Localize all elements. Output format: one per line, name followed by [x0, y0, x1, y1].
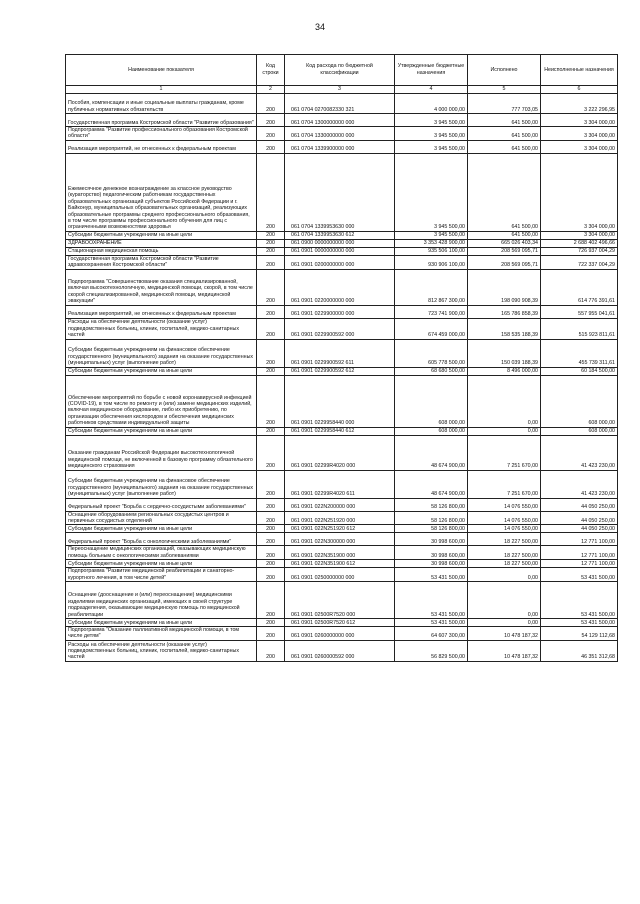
row-approved: 723 741 900,00 — [395, 305, 468, 318]
row-unexecuted: 614 776 391,61 — [541, 269, 618, 305]
row-executed: 208 569 095,71 — [468, 255, 541, 269]
row-executed: 158 535 188,39 — [468, 318, 541, 339]
row-executed: 198 090 908,39 — [468, 269, 541, 305]
row-unexecuted: 41 423 230,00 — [541, 435, 618, 470]
row-executed: 0,00 — [468, 375, 541, 427]
row-line-code: 200 — [257, 239, 285, 247]
header-unexecuted: Неисполненные назначения — [541, 55, 618, 86]
header-executed: Исполнено — [468, 55, 541, 86]
row-unexecuted: 53 431 500,00 — [541, 582, 618, 619]
row-approved: 3 945 500,00 — [395, 153, 468, 231]
row-unexecuted: 3 222 296,95 — [541, 94, 618, 114]
row-executed: 7 251 670,00 — [468, 435, 541, 470]
row-budget-code: 061 0901 0200000000 000 — [285, 255, 395, 269]
page-number: 34 — [314, 22, 325, 32]
row-unexecuted: 53 431 500,00 — [541, 619, 618, 627]
row-executed: 10 478 187,32 — [468, 627, 541, 641]
row-name: Пособия, компенсации и иные социальные выплаты гражданам, кроме публичных нормативных обязательств — [66, 94, 257, 114]
table-row — [66, 525, 618, 533]
row-executed: 18 227 500,00 — [468, 533, 541, 546]
row-approved: 3 945 500,00 — [395, 114, 468, 127]
row-name: Субсидии бюджетным учреждениям на иные цели — [66, 367, 257, 375]
row-budget-code: 061 0704 1339900000 000 — [285, 140, 395, 153]
row-line-code: 200 — [257, 546, 285, 560]
row-name: Федеральный проект "Борьба с сердечно-сосудистыми заболеваниями" — [66, 498, 257, 511]
row-executed: 150 039 188,39 — [468, 339, 541, 367]
row-name: Субсидии бюджетным учреждениям на финансовое обеспечение государственного (муниципального) задания на оказание государственных (муниципальных) услуг (выполнение работ) — [66, 470, 257, 498]
row-unexecuted: 2 688 402 496,66 — [541, 239, 618, 247]
row-line-code: 200 — [257, 255, 285, 269]
header-approved: Утвержденные бюджетные назначения — [395, 55, 468, 86]
table-row — [66, 367, 618, 375]
row-approved: 3 945 500,00 — [395, 127, 468, 141]
table-body — [66, 94, 618, 662]
row-approved: 68 680 500,00 — [395, 367, 468, 375]
row-budget-code: 061 0901 0250000000 000 — [285, 568, 395, 582]
table-row — [66, 427, 618, 435]
row-line-code: 200 — [257, 619, 285, 627]
row-name: Оснащение оборудованием региональных сосудистых центров и первичных сосудистых отделений — [66, 511, 257, 525]
row-line-code: 200 — [257, 375, 285, 427]
row-unexecuted: 44 050 250,00 — [541, 498, 618, 511]
table-row — [66, 619, 618, 627]
row-name: Субсидии бюджетным учреждениям на иные цели — [66, 231, 257, 239]
table-row — [66, 582, 618, 619]
row-name: Расходы на обеспечение деятельности (оказание услуг) подведомственных больниц, клиник, госпиталей, медико-санитарных частей — [66, 318, 257, 339]
row-unexecuted: 515 923 811,61 — [541, 318, 618, 339]
row-unexecuted: 41 423 230,00 — [541, 470, 618, 498]
row-name: Государственная программа Костромской области "Развитие здравоохранения Костромской области" — [66, 255, 257, 269]
row-approved: 930 906 100,00 — [395, 255, 468, 269]
row-approved: 48 674 900,00 — [395, 435, 468, 470]
row-line-code: 200 — [257, 114, 285, 127]
row-approved: 3 945 500,00 — [395, 140, 468, 153]
row-unexecuted: 608 000,00 — [541, 427, 618, 435]
table-row — [66, 640, 618, 661]
row-approved: 674 459 000,00 — [395, 318, 468, 339]
row-unexecuted: 3 304 000,00 — [541, 127, 618, 141]
row-name: Реализация мероприятий, не отнесенных к федеральным проектам — [66, 305, 257, 318]
row-approved: 58 126 800,00 — [395, 525, 468, 533]
row-budget-code: 061 0901 0000000000 000 — [285, 247, 395, 255]
table-row — [66, 627, 618, 641]
row-name: Оказание гражданам Российской Федерации высокотехнологичной медицинской помощи, не включенной в базовую программу обязательного медицинского страхования — [66, 435, 257, 470]
row-budget-code: 061 0901 02500R7520 612 — [285, 619, 395, 627]
table-row — [66, 470, 618, 498]
row-unexecuted: 60 184 500,00 — [541, 367, 618, 375]
row-approved: 30 998 600,00 — [395, 560, 468, 568]
row-unexecuted: 53 431 500,00 — [541, 568, 618, 582]
row-executed: 7 251 670,00 — [468, 470, 541, 498]
row-name: Субсидии бюджетным учреждениям на иные цели — [66, 560, 257, 568]
row-executed: 641 500,00 — [468, 127, 541, 141]
row-approved: 608 000,00 — [395, 427, 468, 435]
row-budget-code: 061 0704 1300000000 000 — [285, 114, 395, 127]
table-row — [66, 127, 618, 141]
row-budget-code: 061 0901 0229900592 611 — [285, 339, 395, 367]
row-unexecuted: 44 050 250,00 — [541, 511, 618, 525]
table-row — [66, 305, 618, 318]
row-budget-code: 061 0901 0229900592 612 — [285, 367, 395, 375]
table-row — [66, 153, 618, 231]
table-row — [66, 546, 618, 560]
row-line-code: 200 — [257, 533, 285, 546]
column-number: 6 — [541, 86, 618, 94]
table-row — [66, 114, 618, 127]
row-executed: 8 496 000,00 — [468, 367, 541, 375]
row-budget-code: 061 0901 02500R7520 000 — [285, 582, 395, 619]
row-name: ЗДРАВООХРАНЕНИЕ — [66, 239, 257, 247]
row-budget-code: 061 0901 0229958440 000 — [285, 375, 395, 427]
row-approved: 4 000 000,00 — [395, 94, 468, 114]
row-executed: 165 786 858,39 — [468, 305, 541, 318]
row-unexecuted: 3 304 000,00 — [541, 231, 618, 239]
row-executed: 0,00 — [468, 427, 541, 435]
row-unexecuted: 12 771 100,00 — [541, 546, 618, 560]
row-name: Субсидии бюджетным учреждениям на иные цели — [66, 525, 257, 533]
row-line-code: 200 — [257, 627, 285, 641]
table-row — [66, 94, 618, 114]
row-budget-code: 061 0901 0229900000 000 — [285, 305, 395, 318]
row-approved: 605 778 500,00 — [395, 339, 468, 367]
row-unexecuted: 54 129 112,68 — [541, 627, 618, 641]
column-number: 2 — [257, 86, 285, 94]
row-approved: 53 431 500,00 — [395, 568, 468, 582]
row-line-code: 200 — [257, 318, 285, 339]
row-executed: 0,00 — [468, 568, 541, 582]
row-name: Ежемесячное денежное вознаграждение за классное руководство (кураторство) педагогическим работникам государственных образовательных организаций субъектов Российской Федерации и г. Байконур, муниципальных образовательных организаций, реализующих образовательные программы среднего профессионального образования, в том числе программы профессионального обучения для лиц с ограниченными возможностями здоровья — [66, 153, 257, 231]
table-header-row — [66, 55, 618, 86]
table-row — [66, 231, 618, 239]
column-number: 3 — [285, 86, 395, 94]
row-unexecuted: 608 000,00 — [541, 375, 618, 427]
row-executed: 0,00 — [468, 619, 541, 627]
table-row — [66, 339, 618, 367]
row-executed: 777 703,05 — [468, 94, 541, 114]
row-executed: 18 227 500,00 — [468, 560, 541, 568]
row-name: Подпрограмма "Оказание паллиативной медицинской помощи, в том числе детям" — [66, 627, 257, 641]
row-approved: 935 506 100,00 — [395, 247, 468, 255]
row-line-code: 200 — [257, 269, 285, 305]
row-approved: 58 126 800,00 — [395, 511, 468, 525]
table-row — [66, 435, 618, 470]
row-budget-code: 061 0901 0260000592 000 — [285, 640, 395, 661]
row-unexecuted: 722 337 004,29 — [541, 255, 618, 269]
row-approved: 64 607 300,00 — [395, 627, 468, 641]
table-row — [66, 511, 618, 525]
row-executed: 18 227 500,00 — [468, 546, 541, 560]
table-row — [66, 239, 618, 247]
table-row — [66, 533, 618, 546]
row-line-code: 200 — [257, 498, 285, 511]
row-executed: 665 026 403,34 — [468, 239, 541, 247]
row-approved: 608 000,00 — [395, 375, 468, 427]
row-unexecuted: 3 304 000,00 — [541, 114, 618, 127]
row-approved: 812 867 300,00 — [395, 269, 468, 305]
budget-table — [65, 54, 618, 662]
row-budget-code: 061 0901 022N351900 000 — [285, 546, 395, 560]
row-approved: 58 126 800,00 — [395, 498, 468, 511]
header-budget-code: Код расхода по бюджетной классификации — [285, 55, 395, 86]
row-line-code: 200 — [257, 367, 285, 375]
table-row — [66, 269, 618, 305]
header-line-code: Код строки — [257, 55, 285, 86]
row-line-code: 200 — [257, 511, 285, 525]
table-row — [66, 318, 618, 339]
row-line-code: 200 — [257, 640, 285, 661]
row-unexecuted: 44 050 250,00 — [541, 525, 618, 533]
row-approved: 3 353 428 900,00 — [395, 239, 468, 247]
row-executed: 641 500,00 — [468, 231, 541, 239]
row-executed: 641 500,00 — [468, 153, 541, 231]
row-unexecuted: 455 739 311,61 — [541, 339, 618, 367]
row-budget-code: 061 0901 022N351900 612 — [285, 560, 395, 568]
row-unexecuted: 12 771 100,00 — [541, 533, 618, 546]
row-name: Государственная программа Костромской области "Развитие образования" — [66, 114, 257, 127]
row-approved: 3 945 500,00 — [395, 231, 468, 239]
row-line-code: 200 — [257, 247, 285, 255]
row-budget-code: 061 0901 022N200000 000 — [285, 498, 395, 511]
row-line-code: 200 — [257, 568, 285, 582]
row-executed: 0,00 — [468, 582, 541, 619]
row-budget-code: 061 0901 022N251920 612 — [285, 525, 395, 533]
column-number: 4 — [395, 86, 468, 94]
row-line-code: 200 — [257, 153, 285, 231]
row-approved: 48 674 900,00 — [395, 470, 468, 498]
row-budget-code: 061 0901 0260000000 000 — [285, 627, 395, 641]
table-row — [66, 498, 618, 511]
row-executed: 208 569 095,71 — [468, 247, 541, 255]
row-budget-code: 061 0704 1330000000 000 — [285, 127, 395, 141]
row-budget-code: 061 0901 02299R4020 000 — [285, 435, 395, 470]
row-approved: 53 431 500,00 — [395, 582, 468, 619]
row-unexecuted: 3 304 000,00 — [541, 153, 618, 231]
row-budget-code: 061 0901 0229958440 612 — [285, 427, 395, 435]
table-row — [66, 255, 618, 269]
table-row — [66, 375, 618, 427]
table-row — [66, 247, 618, 255]
row-budget-code: 061 0704 1339953630 612 — [285, 231, 395, 239]
column-number-row — [66, 86, 618, 94]
column-number: 1 — [66, 86, 257, 94]
row-executed: 14 076 550,00 — [468, 511, 541, 525]
row-name: Подпрограмма "Развитие медицинской реабилитации и санаторно-курортного лечения, в том числе детей" — [66, 568, 257, 582]
row-name: Расходы на обеспечение деятельности (оказание услуг) подведомственных больниц, клиник, госпиталей, медико-санитарных частей — [66, 640, 257, 661]
row-name: Федеральный проект "Борьба с онкологическими заболеваниями" — [66, 533, 257, 546]
row-name: Оснащение (дооснащение и (или) переоснащение) медицинскими изделиями медицинских организаций, имеющих в своей структуре подразделения, оказывающие медицинскую помощь по медицинской реабилитации — [66, 582, 257, 619]
row-name: Субсидии бюджетным учреждениям на иные цели — [66, 619, 257, 627]
row-line-code: 200 — [257, 231, 285, 239]
row-budget-code: 061 0901 0220000000 000 — [285, 269, 395, 305]
row-budget-code: 061 0901 022N251920 000 — [285, 511, 395, 525]
row-line-code: 200 — [257, 339, 285, 367]
column-number: 5 — [468, 86, 541, 94]
row-line-code: 200 — [257, 525, 285, 533]
row-unexecuted: 3 304 000,00 — [541, 140, 618, 153]
row-line-code: 200 — [257, 427, 285, 435]
row-name: Субсидии бюджетным учреждениям на иные цели — [66, 427, 257, 435]
table-row — [66, 140, 618, 153]
header-name: Наименование показателя — [66, 55, 257, 86]
row-executed: 14 076 550,00 — [468, 498, 541, 511]
row-budget-code: 061 0900 0000000000 000 — [285, 239, 395, 247]
row-budget-code: 061 0704 0270082330 321 — [285, 94, 395, 114]
row-name: Подпрограмма "Развитие профессионального образования Костромской области" — [66, 127, 257, 141]
row-line-code: 200 — [257, 560, 285, 568]
row-approved: 53 431 500,00 — [395, 619, 468, 627]
table-row — [66, 568, 618, 582]
row-name: Субсидии бюджетным учреждениям на финансовое обеспечение государственного (муниципального) задания на оказание государственных (муниципальных) услуг (выполнение работ) — [66, 339, 257, 367]
row-budget-code: 061 0901 022N300000 000 — [285, 533, 395, 546]
row-line-code: 200 — [257, 435, 285, 470]
row-name: Подпрограмма "Совершенствование оказания специализированной, включая высокотехнологичную, медицинской помощи, скорой, в том числе скорой специализированной, медицинской помощи, медицинской эвакуации" — [66, 269, 257, 305]
row-name: Переоснащение медицинских организаций, оказывающих медицинскую помощь больным с онкологическими заболеваниями — [66, 546, 257, 560]
row-budget-code: 061 0704 1339953630 000 — [285, 153, 395, 231]
row-line-code: 200 — [257, 582, 285, 619]
row-line-code: 200 — [257, 140, 285, 153]
row-name: Реализация мероприятий, не отнесенных к федеральным проектам — [66, 140, 257, 153]
row-line-code: 200 — [257, 127, 285, 141]
row-unexecuted: 46 351 312,68 — [541, 640, 618, 661]
row-executed: 14 076 550,00 — [468, 525, 541, 533]
row-budget-code: 061 0901 0229900592 000 — [285, 318, 395, 339]
row-budget-code: 061 0901 02299R4020 611 — [285, 470, 395, 498]
row-unexecuted: 557 955 041,61 — [541, 305, 618, 318]
row-name: Стационарная медицинская помощь — [66, 247, 257, 255]
row-line-code: 200 — [257, 305, 285, 318]
row-approved: 30 998 600,00 — [395, 533, 468, 546]
row-executed: 10 478 187,32 — [468, 640, 541, 661]
row-name: Обеспечение мероприятий по борьбе с новой коронавирусной инфекцией (COVID-19), в том числе по ремонту и (или) замене медицинских изделий, включая медицинское оборудование, либо их приобретению, по организации обеспечения кислородом и обеспечения медицинских работников средствами индивидуальной защиты — [66, 375, 257, 427]
row-unexecuted: 726 937 004,29 — [541, 247, 618, 255]
row-approved: 30 998 600,00 — [395, 546, 468, 560]
row-unexecuted: 12 771 100,00 — [541, 560, 618, 568]
row-line-code: 200 — [257, 94, 285, 114]
row-executed: 641 500,00 — [468, 140, 541, 153]
row-line-code: 200 — [257, 470, 285, 498]
row-approved: 56 829 500,00 — [395, 640, 468, 661]
row-executed: 641 500,00 — [468, 114, 541, 127]
table-row — [66, 560, 618, 568]
